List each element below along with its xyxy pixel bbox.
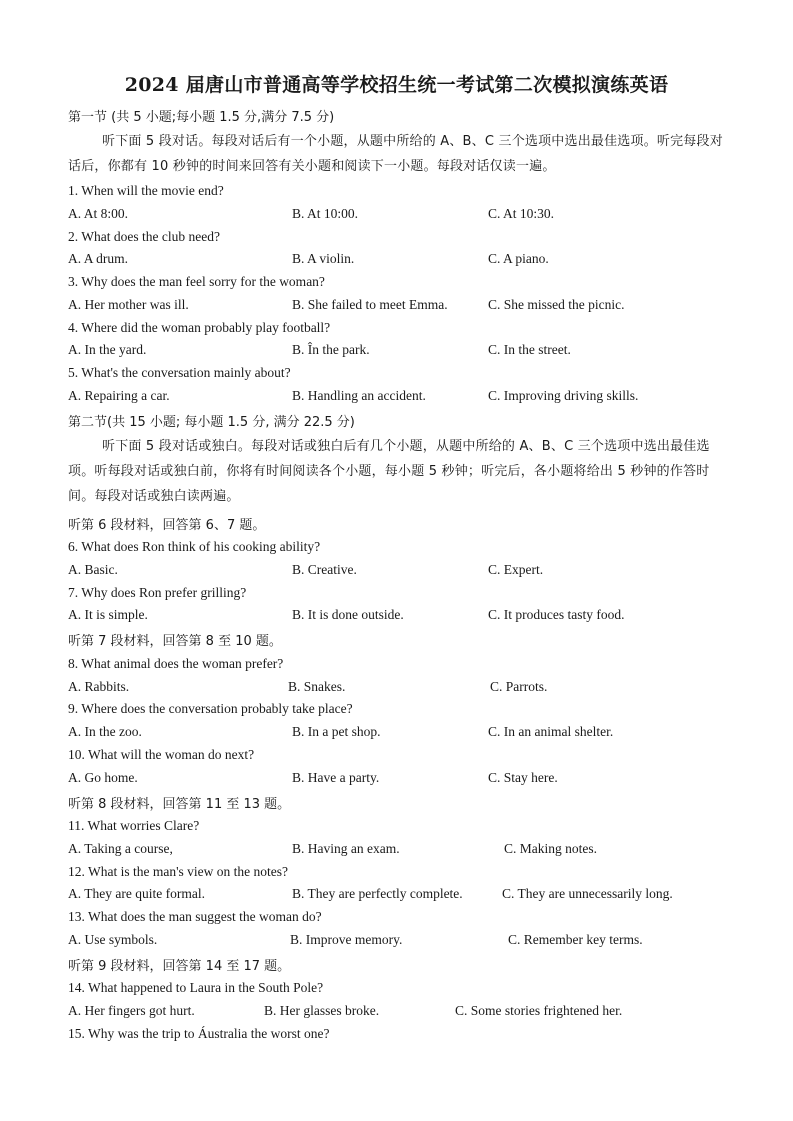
q2-option-a: A. A drum. <box>68 251 129 266</box>
q9-option-c: C. In an animal shelter. <box>488 724 614 739</box>
q13-option-b: B. Improve memory. <box>290 932 403 947</box>
q4-option-b: B. În the park. <box>292 342 370 357</box>
q1-option-b: B. At 10:00. <box>292 206 359 221</box>
q3-option-b: B. She failed to meet Emma. <box>292 297 448 312</box>
question-13: 13. What does the man suggest the woman do? <box>68 909 322 924</box>
q11-option-a: A. Taking a course, <box>68 841 173 856</box>
question-2: 2. What does the club need? <box>68 229 220 244</box>
q4-option-a: A. In the yard. <box>68 342 147 357</box>
q8-option-c: C. Parrots. <box>490 679 548 694</box>
q14-option-b: B. Her glasses broke. <box>264 1003 380 1018</box>
section2-instructions: 听下面 5 段对话或独白。每段对话或独白后有几个小题，从题中所给的 A、B、C 三个选项中选出最佳选项。听每段对话或独白前，你将有时间阅读各个小题，每小题 5 秒钟；听完后，各小题将给出 5 秒钟的作答时间。每段对话或独白读两遍。 <box>68 439 710 504</box>
q10-option-a: A. Go home. <box>68 770 138 785</box>
q6-option-a: A. Basic. <box>68 562 118 577</box>
question-9: 9. Where does the conversation probably take place? <box>68 701 353 716</box>
question-15: 15. Why was the trip to Áustralia the worst one? <box>68 1026 330 1041</box>
section1-heading: 第一节 (共 5 小题;每小题 1.5 分,满分 7.5 分) <box>68 110 335 125</box>
q5-option-a: A. Repairing a car. <box>68 388 170 403</box>
question-11: 11. What worries Clare? <box>68 818 200 833</box>
material-6-label: 听第 6 段材料，回答第 6、7 题。 <box>68 518 266 533</box>
question-1: 1. When will the movie end? <box>68 183 224 198</box>
question-3: 3. Why does the man feel sorry for the woman? <box>68 274 325 289</box>
question-5: 5. What's the conversation mainly about? <box>68 365 291 380</box>
q5-option-b: B. Handling an accident. <box>292 388 426 403</box>
question-8: 8. What animal does the woman prefer? <box>68 656 284 671</box>
q13-option-c: C. Remember key terms. <box>508 932 643 947</box>
material-8-label: 听第 8 段材料，回答第 11 至 13 题。 <box>68 797 291 812</box>
q11-option-b: B. Having an exam. <box>292 841 400 856</box>
q10-option-c: C. Stay here. <box>488 770 558 785</box>
q6-option-c: C. Expert. <box>488 562 544 577</box>
material-9-label: 听第 9 段材料，回答第 14 至 17 题。 <box>68 959 291 974</box>
section1-instructions: 听下面 5 段对话。每段对话后有一个小题，从题中所给的 A、B、C 三个选项中选出最佳选项。听完每段对话后，你都有 10 秒钟的时间来回答有关小题和阅读下一小题。每段对话仅读一遍。 <box>68 134 723 174</box>
q2-option-c: C. A piano. <box>488 251 549 266</box>
q12-option-c: C. They are unnecessarily long. <box>502 886 673 901</box>
q7-option-a: A. It is simple. <box>68 607 148 622</box>
question-10: 10. What will the woman do next? <box>68 747 255 762</box>
q10-option-b: B. Have a party. <box>292 770 380 785</box>
q2-option-b: B. A violin. <box>292 251 355 266</box>
q11-option-c: C. Making notes. <box>504 841 597 856</box>
q13-option-a: A. Use symbols. <box>68 932 158 947</box>
q5-option-c: C. Improving driving skills. <box>488 388 639 403</box>
q6-option-b: B. Creative. <box>292 562 357 577</box>
q12-option-b: B. They are perfectly complete. <box>292 886 463 901</box>
question-4: 4. Where did the woman probably play football? <box>68 320 331 335</box>
q8-option-b: B. Snakes. <box>288 679 346 694</box>
q3-option-c: C. She missed the picnic. <box>488 297 625 312</box>
q1-option-a: A. At 8:00. <box>68 206 129 221</box>
q12-option-a: A. They are quite formal. <box>68 886 205 901</box>
question-12: 12. What is the man's view on the notes? <box>68 864 289 879</box>
question-6: 6. What does Ron think of his cooking ability? <box>68 539 321 554</box>
material-7-label: 听第 7 段材料，回答第 8 至 10 题。 <box>68 634 282 649</box>
q4-option-c: C. In the street. <box>488 342 571 357</box>
question-14: 14. What happened to Laura in the South Pole? <box>68 980 324 995</box>
q7-option-c: C. It produces tasty food. <box>488 607 625 622</box>
q9-option-b: B. In a pet shop. <box>292 724 381 739</box>
q1-option-c: C. At 10:30. <box>488 206 555 221</box>
q3-option-a: A. Her mother was ill. <box>68 297 189 312</box>
section2-heading: 第二节(共 15 小题; 每小题 1.5 分, 满分 22.5 分) <box>68 415 355 430</box>
exam-title: 2024 届唐山市普通高等学校招生统一考试第二次模拟演练英语 <box>124 74 669 96</box>
q9-option-a: A. In the zoo. <box>68 724 142 739</box>
q14-option-a: A. Her fingers got hurt. <box>68 1003 195 1018</box>
q14-option-c: C. Some stories frightened her. <box>455 1003 623 1018</box>
question-7: 7. Why does Ron prefer grilling? <box>68 585 247 600</box>
q8-option-a: A. Rabbits. <box>68 679 130 694</box>
q7-option-b: B. It is done outside. <box>292 607 404 622</box>
